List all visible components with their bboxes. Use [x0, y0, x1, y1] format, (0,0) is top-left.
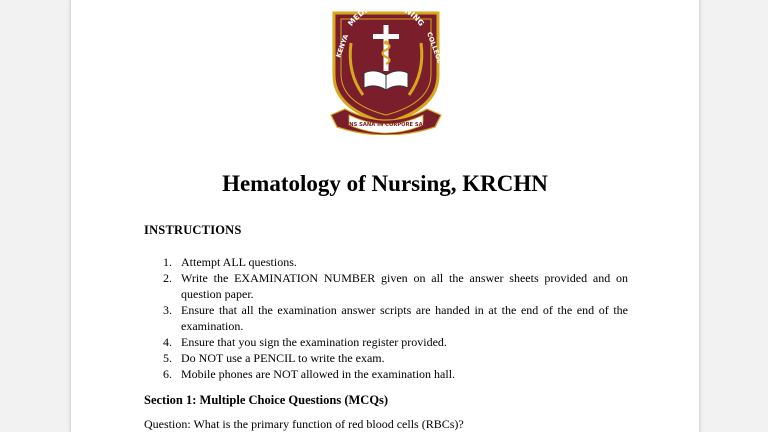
instruction-item: 5. Do NOT use a PENCIL to write the exam.: [163, 351, 385, 365]
instruction-item: 4. Ensure that you sign the examination register provided.: [163, 335, 447, 349]
document-page: [70, 0, 700, 432]
kmtc-logo: [325, 3, 447, 135]
svg-text:KENYA: KENYA: [334, 33, 351, 59]
svg-text:COLLEGE: COLLEGE: [425, 30, 444, 65]
question-text: Question: What is the primary function of red blood cells (RBCs)?: [144, 417, 464, 431]
document-title: Hematology of Nursing, KRCHN: [222, 171, 548, 196]
instruction-item: 3. Ensure that all the examination answer scripts are handed in at the end of the end of the examination.: [163, 303, 628, 333]
svg-text:MEDICAL TRAINING: MEDICAL TRAINING: [345, 3, 427, 28]
svg-text:MENS SANA IN CORPORE SANO: MENS SANA IN CORPORE SANO: [340, 122, 432, 128]
section-title: Section 1: Multiple Choice Questions (MCQs): [144, 393, 389, 407]
instruction-item: 1. Attempt ALL questions.: [163, 255, 297, 269]
instruction-item: 6. Mobile phones are NOT allowed in the examination hall.: [163, 367, 456, 381]
instructions-list: [144, 254, 628, 382]
instruction-item: 2. Write the EXAMINATION NUMBER given on all the answer sheets provided and on question paper.: [163, 271, 628, 301]
instructions-heading: INSTRUCTIONS: [144, 223, 242, 237]
